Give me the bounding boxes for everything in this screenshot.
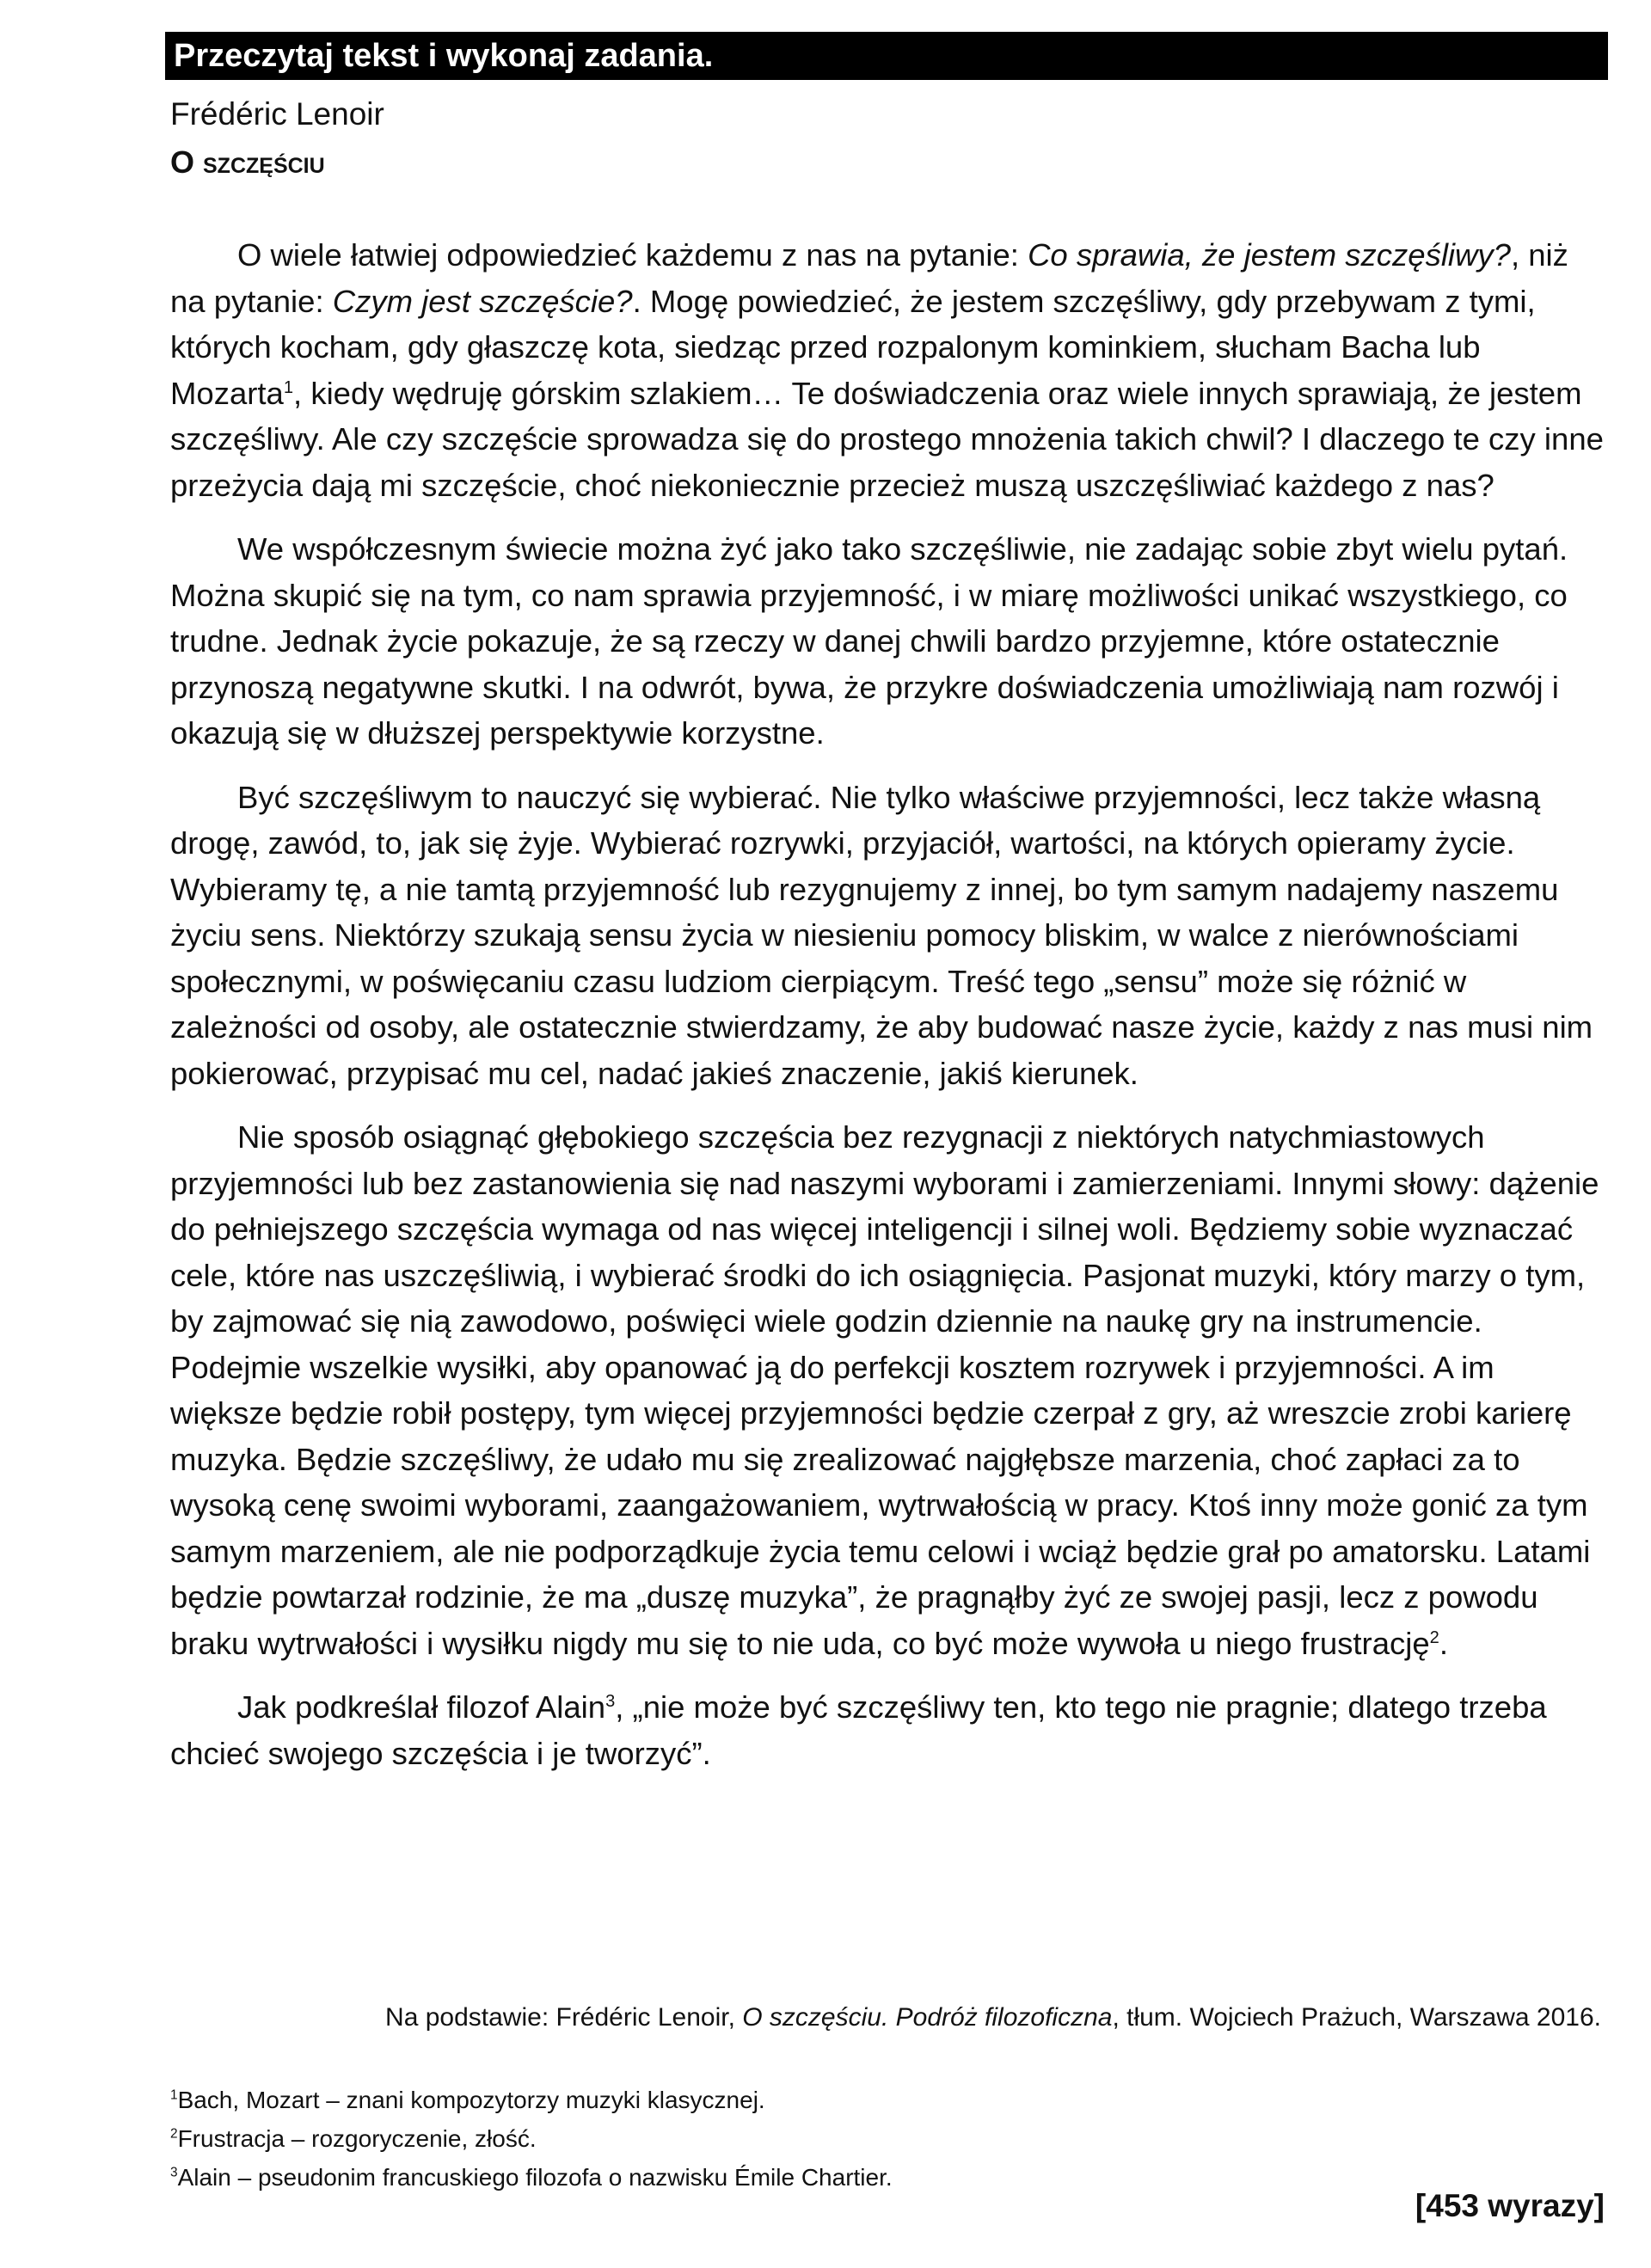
text-run: , „nie może być szczęśliwy ten, kto tego nie pragnie; dlatego trzeba chcieć swojego szczęścia i je tworzyć”. [170, 1689, 1547, 1771]
paragraph [170, 526, 1606, 757]
paragraph [170, 1114, 1606, 1666]
text-run: Nie sposób osiągnąć głębokiego szczęścia bez rezygnacji z niektórych natychmiastowych przyjemności lub bez zastanowienia się nad naszymi wyborami i zamierzeniami. Innymi słowy: dążenie do pełniejszego szczęścia wymaga od nas więcej inteligencji i silnej woli. Będziemy sobie wyznaczać cele, które nas uszczęśliwią, i wybierać środki do ich osiągnięcia. Pasjonat muzyki, który marzy o tym, by zajmować się nią zawodowo, poświęci wiele godzin dziennie na naukę gry na instrumencie. Podejmie wszelkie wysiłki, aby opanować ją do perfekcji kosztem rozrywek i przyjemności. A im większe będzie robił postępy, tym więcej przyjemności będzie czerpał z gry, aż wreszcie zrobi karierę muzyka. Będzie szczęśliwy, że udało mu się zrealizować najgłębsze marzenia, choć zapłaci za to wysoką cenę swoimi wyborami, zaangażowaniem, wytrwałością w pracy. Ktoś inny może gonić za tym samym marzeniem, ale nie podporządkuje życia temu celowi i wciąż będzie grał po amatorsku. Latami będzie powtarzał rodzinie, że ma „duszę muzyka”, że pragnąłby żyć ze swojej pasji, lecz z powodu braku wytrwałości i wysiłku nigdy mu się to nie uda, co być może wywoła u niego frustrację [170, 1119, 1599, 1661]
text-run: We współczesnym świecie można żyć jako tako szczęśliwie, nie zadając sobie zbyt wielu pytań. Można skupić się na tym, co nam sprawia przyjemność, i w miarę możliwości unikać wszystkiego, co trudne. Jednak życie pokazuje, że są rzeczy w danej chwili bardzo przyjemne, które ostatecznie przynoszą negatywne skutki. I na odwrót, bywa, że przykre doświadczenia umożliwiają nam rozwój i okazują się w dłuższej perspektywie korzystne. [170, 531, 1568, 751]
article-author: Frédéric Lenoir [170, 96, 384, 132]
text-run: . Mogę powiedzieć, że jestem szczęśliwy, gdy przebywam z tymi, których kocham, gdy głaszczę kota, siedząc przed rozpalonym kominkiem, słucham Bacha lub Mozarta [170, 283, 1536, 411]
instruction-banner: Przeczytaj tekst i wykonaj zadania. [165, 32, 1608, 80]
italic-text: Czym jest szczęście? [332, 283, 633, 319]
article-title: O szczęściu [170, 144, 325, 180]
footnote-ref: 1 [283, 377, 294, 397]
footnote: $^2$Frustracja – rozgoryczenie, złość. [170, 2125, 537, 2152]
footnotes [170, 2081, 893, 2197]
word-count: [453 wyrazy] [1415, 2188, 1605, 2223]
italic-text: Co sprawia, że jestem szczęśliwy? [1028, 237, 1511, 273]
text-run: Na podstawie: Frédéric Lenoir, [385, 2003, 743, 2032]
paragraph [170, 1684, 1606, 1776]
footnote: $^3$Alain – pseudonim francuskiego filozofa o nazwisku Émile Chartier. [170, 2164, 893, 2191]
paragraph [170, 232, 1606, 508]
source-citation [385, 2003, 1601, 2032]
footnote: $^1$Bach, Mozart – znani kompozytorzy muzyki klasycznej. [170, 2087, 765, 2113]
footnote-ref: 3 [605, 1691, 616, 1711]
footnote-ref: 2 [1429, 1627, 1439, 1647]
text-run: . [1439, 1625, 1448, 1661]
text-run: , tłum. Wojciech Prażuch, Warszawa 2016. [1112, 2003, 1601, 2032]
text-run: Jak podkreślał filozof Alain [237, 1689, 606, 1725]
italic-text: O szczęściu. Podróż filozoficzna [742, 2003, 1113, 2032]
paragraph [170, 775, 1606, 1097]
text-run: , niż na pytanie: [170, 237, 1568, 319]
article-body [170, 232, 1606, 1794]
text-run: , kiedy wędruję górskim szlakiem… Te doświadczenia oraz wiele innych sprawiają, że jestem szczęśliwy. Ale czy szczęście sprowadza się do prostego mnożenia takich chwil? I dlaczego te czy inne przeżycia dają mi szczęście, choć niekoniecznie przecież muszą uszczęśliwiać każdego z nas? [170, 375, 1604, 503]
text-run: Być szczęśliwym to nauczyć się wybierać. Nie tylko właściwe przyjemności, lecz także własną drogę, zawód, to, jak się żyje. Wybierać rozrywki, przyjaciół, wartości, na których opieramy życie. Wybieramy tę, a nie tamtą przyjemność lub rezygnujemy z innej, bo tym samym nadajemy naszemu życiu sens. Niektórzy szukają sensu życia w niesieniu pomocy bliskim, w walce z nierównościami społecznymi, w poświęcaniu czasu ludziom cierpiącym. Treść tego „sensu” może się różnić w zależności od osoby, ale ostatecznie stwierdzamy, że aby budować nasze życie, każdy z nas musi nim pokierować, przypisać mu cel, nadać jakieś znaczenie, jakiś kierunek. [170, 779, 1593, 1091]
text-run: O wiele łatwiej odpowiedzieć każdemu z nas na pytanie: [237, 237, 1028, 273]
